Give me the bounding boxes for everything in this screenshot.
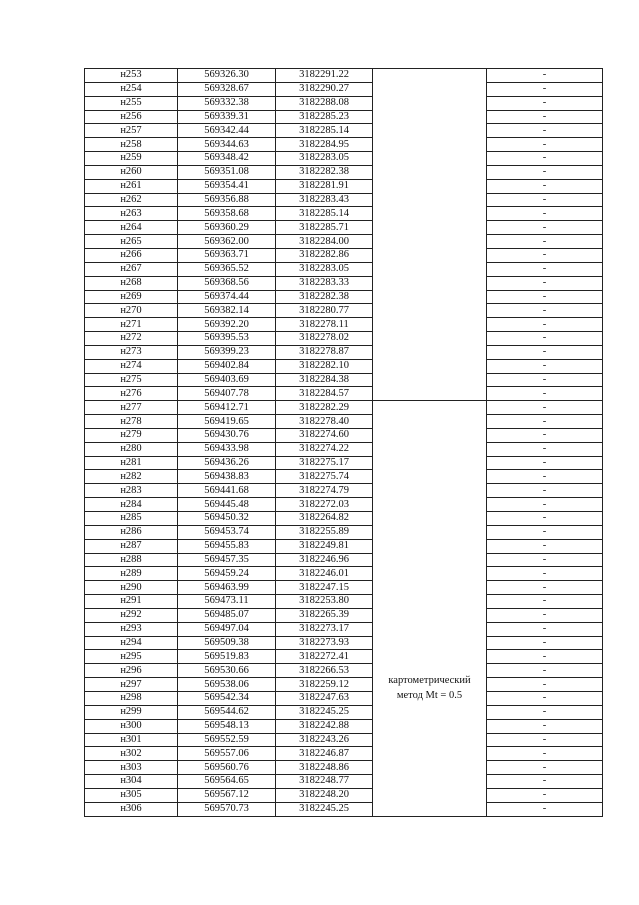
- x-coordinate-cell: 569445.48: [178, 498, 276, 512]
- y-coordinate-cell: 3182245.25: [276, 705, 373, 719]
- x-coordinate-cell: 569430.76: [178, 428, 276, 442]
- point-id-cell: н285: [85, 512, 178, 526]
- x-coordinate-cell: 569412.71: [178, 401, 276, 415]
- y-coordinate-cell: 3182255.89: [276, 525, 373, 539]
- note-cell: -: [487, 124, 603, 138]
- table-row: [85, 525, 603, 539]
- table-row: [85, 138, 603, 152]
- table-row: [85, 165, 603, 179]
- point-id-cell: н264: [85, 221, 178, 235]
- table-row: [85, 332, 603, 346]
- table-row: [85, 456, 603, 470]
- point-id-cell: н288: [85, 553, 178, 567]
- table-row: [85, 207, 603, 221]
- point-id-cell: н260: [85, 165, 178, 179]
- table-row: [85, 678, 603, 692]
- y-coordinate-cell: 3182243.26: [276, 733, 373, 747]
- y-coordinate-cell: 3182246.01: [276, 567, 373, 581]
- table-row: [85, 110, 603, 124]
- point-id-cell: н282: [85, 470, 178, 484]
- x-coordinate-cell: 569326.30: [178, 69, 276, 83]
- note-cell: -: [487, 82, 603, 96]
- table-row: [85, 442, 603, 456]
- y-coordinate-cell: 3182275.74: [276, 470, 373, 484]
- point-id-cell: н298: [85, 691, 178, 705]
- table-row: [85, 96, 603, 110]
- y-coordinate-cell: 3182285.71: [276, 221, 373, 235]
- table-row: [85, 539, 603, 553]
- point-id-cell: н283: [85, 484, 178, 498]
- point-id-cell: н266: [85, 248, 178, 262]
- y-coordinate-cell: 3182245.25: [276, 802, 373, 816]
- note-cell: -: [487, 304, 603, 318]
- table-row: [85, 82, 603, 96]
- table-row: [85, 705, 603, 719]
- method-label: картометрический: [388, 675, 471, 687]
- x-coordinate-cell: 569552.59: [178, 733, 276, 747]
- point-id-cell: н290: [85, 581, 178, 595]
- y-coordinate-cell: 3182259.12: [276, 678, 373, 692]
- table-row: [85, 775, 603, 789]
- table-row: [85, 595, 603, 609]
- note-cell: -: [487, 165, 603, 179]
- y-coordinate-cell: 3182272.03: [276, 498, 373, 512]
- point-id-cell: н267: [85, 262, 178, 276]
- note-cell: -: [487, 705, 603, 719]
- x-coordinate-cell: 569519.83: [178, 650, 276, 664]
- x-coordinate-cell: 569497.04: [178, 622, 276, 636]
- coordinates-table-body: [85, 69, 603, 817]
- note-cell: -: [487, 235, 603, 249]
- x-coordinate-cell: 569356.88: [178, 193, 276, 207]
- method-cell-empty: [373, 69, 487, 401]
- table-row: [85, 359, 603, 373]
- note-cell: -: [487, 456, 603, 470]
- point-id-cell: н305: [85, 788, 178, 802]
- point-id-cell: н293: [85, 622, 178, 636]
- point-id-cell: н292: [85, 608, 178, 622]
- table-row: [85, 608, 603, 622]
- point-id-cell: н274: [85, 359, 178, 373]
- y-coordinate-cell: 3182247.15: [276, 581, 373, 595]
- x-coordinate-cell: 569402.84: [178, 359, 276, 373]
- x-coordinate-cell: 569473.11: [178, 595, 276, 609]
- y-coordinate-cell: 3182278.02: [276, 332, 373, 346]
- y-coordinate-cell: 3182285.14: [276, 124, 373, 138]
- point-id-cell: н296: [85, 664, 178, 678]
- y-coordinate-cell: 3182291.22: [276, 69, 373, 83]
- x-coordinate-cell: 569363.71: [178, 248, 276, 262]
- point-id-cell: н270: [85, 304, 178, 318]
- y-coordinate-cell: 3182282.29: [276, 401, 373, 415]
- point-id-cell: н271: [85, 318, 178, 332]
- x-coordinate-cell: 569441.68: [178, 484, 276, 498]
- x-coordinate-cell: 569459.24: [178, 567, 276, 581]
- table-row: [85, 235, 603, 249]
- note-cell: -: [487, 636, 603, 650]
- x-coordinate-cell: 569382.14: [178, 304, 276, 318]
- x-coordinate-cell: 569392.20: [178, 318, 276, 332]
- point-id-cell: н273: [85, 345, 178, 359]
- y-coordinate-cell: 3182273.93: [276, 636, 373, 650]
- x-coordinate-cell: 569564.65: [178, 775, 276, 789]
- table-row: [85, 484, 603, 498]
- x-coordinate-cell: 569399.23: [178, 345, 276, 359]
- x-coordinate-cell: 569530.66: [178, 664, 276, 678]
- x-coordinate-cell: 569509.38: [178, 636, 276, 650]
- y-coordinate-cell: 3182284.57: [276, 387, 373, 401]
- y-coordinate-cell: 3182278.40: [276, 415, 373, 429]
- point-id-cell: н278: [85, 415, 178, 429]
- y-coordinate-cell: 3182265.39: [276, 608, 373, 622]
- y-coordinate-cell: 3182285.14: [276, 207, 373, 221]
- note-cell: -: [487, 747, 603, 761]
- y-coordinate-cell: 3182272.41: [276, 650, 373, 664]
- note-cell: -: [487, 733, 603, 747]
- point-id-cell: н259: [85, 152, 178, 166]
- note-cell: -: [487, 290, 603, 304]
- y-coordinate-cell: 3182247.63: [276, 691, 373, 705]
- point-id-cell: н303: [85, 761, 178, 775]
- x-coordinate-cell: 569560.76: [178, 761, 276, 775]
- x-coordinate-cell: 569351.08: [178, 165, 276, 179]
- note-cell: -: [487, 802, 603, 816]
- x-coordinate-cell: 569344.63: [178, 138, 276, 152]
- point-id-cell: н301: [85, 733, 178, 747]
- note-cell: -: [487, 761, 603, 775]
- y-coordinate-cell: 3182290.27: [276, 82, 373, 96]
- table-row: [85, 498, 603, 512]
- table-row: [85, 636, 603, 650]
- x-coordinate-cell: 569436.26: [178, 456, 276, 470]
- x-coordinate-cell: 569419.65: [178, 415, 276, 429]
- y-coordinate-cell: 3182266.53: [276, 664, 373, 678]
- y-coordinate-cell: 3182284.95: [276, 138, 373, 152]
- x-coordinate-cell: 569457.35: [178, 553, 276, 567]
- y-coordinate-cell: 3182284.38: [276, 373, 373, 387]
- table-row: [85, 221, 603, 235]
- y-coordinate-cell: 3182242.88: [276, 719, 373, 733]
- method-accuracy: метод Mt = 0.5: [396, 690, 463, 702]
- note-cell: -: [487, 691, 603, 705]
- note-cell: -: [487, 567, 603, 581]
- y-coordinate-cell: 3182278.11: [276, 318, 373, 332]
- table-row: [85, 248, 603, 262]
- point-id-cell: н265: [85, 235, 178, 249]
- x-coordinate-cell: 569438.83: [178, 470, 276, 484]
- table-row: [85, 761, 603, 775]
- note-cell: -: [487, 69, 603, 83]
- x-coordinate-cell: 569354.41: [178, 179, 276, 193]
- x-coordinate-cell: 569407.78: [178, 387, 276, 401]
- note-cell: -: [487, 525, 603, 539]
- table-row: [85, 802, 603, 816]
- point-id-cell: н286: [85, 525, 178, 539]
- y-coordinate-cell: 3182246.87: [276, 747, 373, 761]
- x-coordinate-cell: 569542.34: [178, 691, 276, 705]
- note-cell: -: [487, 152, 603, 166]
- point-id-cell: н272: [85, 332, 178, 346]
- table-row: [85, 622, 603, 636]
- note-cell: -: [487, 179, 603, 193]
- point-id-cell: н281: [85, 456, 178, 470]
- table-row: [85, 664, 603, 678]
- y-coordinate-cell: 3182288.08: [276, 96, 373, 110]
- y-coordinate-cell: 3182283.05: [276, 152, 373, 166]
- point-id-cell: н297: [85, 678, 178, 692]
- point-id-cell: н279: [85, 428, 178, 442]
- y-coordinate-cell: 3182283.43: [276, 193, 373, 207]
- table-row: [85, 318, 603, 332]
- x-coordinate-cell: 569548.13: [178, 719, 276, 733]
- x-coordinate-cell: 569403.69: [178, 373, 276, 387]
- note-cell: -: [487, 248, 603, 262]
- note-cell: -: [487, 207, 603, 221]
- note-cell: -: [487, 193, 603, 207]
- point-id-cell: н258: [85, 138, 178, 152]
- point-id-cell: н299: [85, 705, 178, 719]
- table-row: [85, 581, 603, 595]
- table-row: [85, 124, 603, 138]
- table-row: [85, 262, 603, 276]
- x-coordinate-cell: 569433.98: [178, 442, 276, 456]
- note-cell: -: [487, 276, 603, 290]
- table-row: [85, 276, 603, 290]
- point-id-cell: н306: [85, 802, 178, 816]
- note-cell: -: [487, 595, 603, 609]
- table-row: [85, 512, 603, 526]
- point-id-cell: н253: [85, 69, 178, 83]
- note-cell: -: [487, 415, 603, 429]
- note-cell: -: [487, 96, 603, 110]
- note-cell: -: [487, 318, 603, 332]
- point-id-cell: н277: [85, 401, 178, 415]
- note-cell: -: [487, 428, 603, 442]
- table-row: [85, 179, 603, 193]
- x-coordinate-cell: 569538.06: [178, 678, 276, 692]
- note-cell: -: [487, 719, 603, 733]
- point-id-cell: н275: [85, 373, 178, 387]
- note-cell: -: [487, 608, 603, 622]
- y-coordinate-cell: 3182281.91: [276, 179, 373, 193]
- point-id-cell: н254: [85, 82, 178, 96]
- note-cell: -: [487, 373, 603, 387]
- note-cell: -: [487, 664, 603, 678]
- note-cell: -: [487, 401, 603, 415]
- note-cell: -: [487, 359, 603, 373]
- point-id-cell: н256: [85, 110, 178, 124]
- note-cell: -: [487, 512, 603, 526]
- y-coordinate-cell: 3182284.00: [276, 235, 373, 249]
- x-coordinate-cell: 569557.06: [178, 747, 276, 761]
- point-id-cell: н269: [85, 290, 178, 304]
- point-id-cell: н261: [85, 179, 178, 193]
- table-row: [85, 470, 603, 484]
- table-row: [85, 152, 603, 166]
- table-row: [85, 747, 603, 761]
- table-row: [85, 387, 603, 401]
- note-cell: -: [487, 539, 603, 553]
- method-cell: [373, 401, 487, 816]
- table-row: [85, 733, 603, 747]
- note-cell: -: [487, 484, 603, 498]
- x-coordinate-cell: 569368.56: [178, 276, 276, 290]
- table-row: [85, 401, 603, 415]
- y-coordinate-cell: 3182275.17: [276, 456, 373, 470]
- y-coordinate-cell: 3182285.23: [276, 110, 373, 124]
- y-coordinate-cell: 3182253.80: [276, 595, 373, 609]
- note-cell: -: [487, 553, 603, 567]
- point-id-cell: н255: [85, 96, 178, 110]
- x-coordinate-cell: 569339.31: [178, 110, 276, 124]
- x-coordinate-cell: 569453.74: [178, 525, 276, 539]
- point-id-cell: н304: [85, 775, 178, 789]
- point-id-cell: н300: [85, 719, 178, 733]
- note-cell: -: [487, 262, 603, 276]
- y-coordinate-cell: 3182278.87: [276, 345, 373, 359]
- table-row: [85, 373, 603, 387]
- note-cell: -: [487, 622, 603, 636]
- y-coordinate-cell: 3182283.33: [276, 276, 373, 290]
- y-coordinate-cell: 3182282.10: [276, 359, 373, 373]
- point-id-cell: н262: [85, 193, 178, 207]
- y-coordinate-cell: 3182249.81: [276, 539, 373, 553]
- table-row: [85, 345, 603, 359]
- point-id-cell: н268: [85, 276, 178, 290]
- y-coordinate-cell: 3182274.22: [276, 442, 373, 456]
- x-coordinate-cell: 569570.73: [178, 802, 276, 816]
- y-coordinate-cell: 3182248.20: [276, 788, 373, 802]
- x-coordinate-cell: 569485.07: [178, 608, 276, 622]
- y-coordinate-cell: 3182282.86: [276, 248, 373, 262]
- point-id-cell: н291: [85, 595, 178, 609]
- y-coordinate-cell: 3182282.38: [276, 165, 373, 179]
- point-id-cell: н257: [85, 124, 178, 138]
- y-coordinate-cell: 3182264.82: [276, 512, 373, 526]
- note-cell: -: [487, 788, 603, 802]
- note-cell: -: [487, 221, 603, 235]
- note-cell: -: [487, 470, 603, 484]
- note-cell: -: [487, 110, 603, 124]
- point-id-cell: н295: [85, 650, 178, 664]
- x-coordinate-cell: 569365.52: [178, 262, 276, 276]
- note-cell: -: [487, 650, 603, 664]
- note-cell: -: [487, 332, 603, 346]
- note-cell: -: [487, 775, 603, 789]
- note-cell: -: [487, 442, 603, 456]
- point-id-cell: н280: [85, 442, 178, 456]
- x-coordinate-cell: 569544.62: [178, 705, 276, 719]
- x-coordinate-cell: 569455.83: [178, 539, 276, 553]
- table-row: [85, 193, 603, 207]
- x-coordinate-cell: 569450.32: [178, 512, 276, 526]
- y-coordinate-cell: 3182280.77: [276, 304, 373, 318]
- note-cell: -: [487, 138, 603, 152]
- coordinates-table: [84, 68, 603, 817]
- x-coordinate-cell: 569395.53: [178, 332, 276, 346]
- note-cell: -: [487, 581, 603, 595]
- table-row: [85, 69, 603, 83]
- x-coordinate-cell: 569463.99: [178, 581, 276, 595]
- x-coordinate-cell: 569332.38: [178, 96, 276, 110]
- table-row: [85, 691, 603, 705]
- y-coordinate-cell: 3182273.17: [276, 622, 373, 636]
- x-coordinate-cell: 569342.44: [178, 124, 276, 138]
- table-row: [85, 304, 603, 318]
- note-cell: -: [487, 387, 603, 401]
- point-id-cell: н289: [85, 567, 178, 581]
- y-coordinate-cell: 3182248.77: [276, 775, 373, 789]
- y-coordinate-cell: 3182282.38: [276, 290, 373, 304]
- note-cell: -: [487, 678, 603, 692]
- table-row: [85, 553, 603, 567]
- point-id-cell: н287: [85, 539, 178, 553]
- x-coordinate-cell: 569358.68: [178, 207, 276, 221]
- table-row: [85, 719, 603, 733]
- x-coordinate-cell: 569348.42: [178, 152, 276, 166]
- table-row: [85, 788, 603, 802]
- table-row: [85, 567, 603, 581]
- point-id-cell: н263: [85, 207, 178, 221]
- y-coordinate-cell: 3182246.96: [276, 553, 373, 567]
- table-row: [85, 415, 603, 429]
- point-id-cell: н276: [85, 387, 178, 401]
- y-coordinate-cell: 3182248.86: [276, 761, 373, 775]
- x-coordinate-cell: 569362.00: [178, 235, 276, 249]
- note-cell: -: [487, 345, 603, 359]
- y-coordinate-cell: 3182274.60: [276, 428, 373, 442]
- point-id-cell: н294: [85, 636, 178, 650]
- y-coordinate-cell: 3182274.79: [276, 484, 373, 498]
- x-coordinate-cell: 569360.29: [178, 221, 276, 235]
- y-coordinate-cell: 3182283.05: [276, 262, 373, 276]
- x-coordinate-cell: 569567.12: [178, 788, 276, 802]
- point-id-cell: н284: [85, 498, 178, 512]
- table-row: [85, 650, 603, 664]
- table-row: [85, 428, 603, 442]
- table-row: [85, 290, 603, 304]
- point-id-cell: н302: [85, 747, 178, 761]
- x-coordinate-cell: 569328.67: [178, 82, 276, 96]
- x-coordinate-cell: 569374.44: [178, 290, 276, 304]
- note-cell: -: [487, 498, 603, 512]
